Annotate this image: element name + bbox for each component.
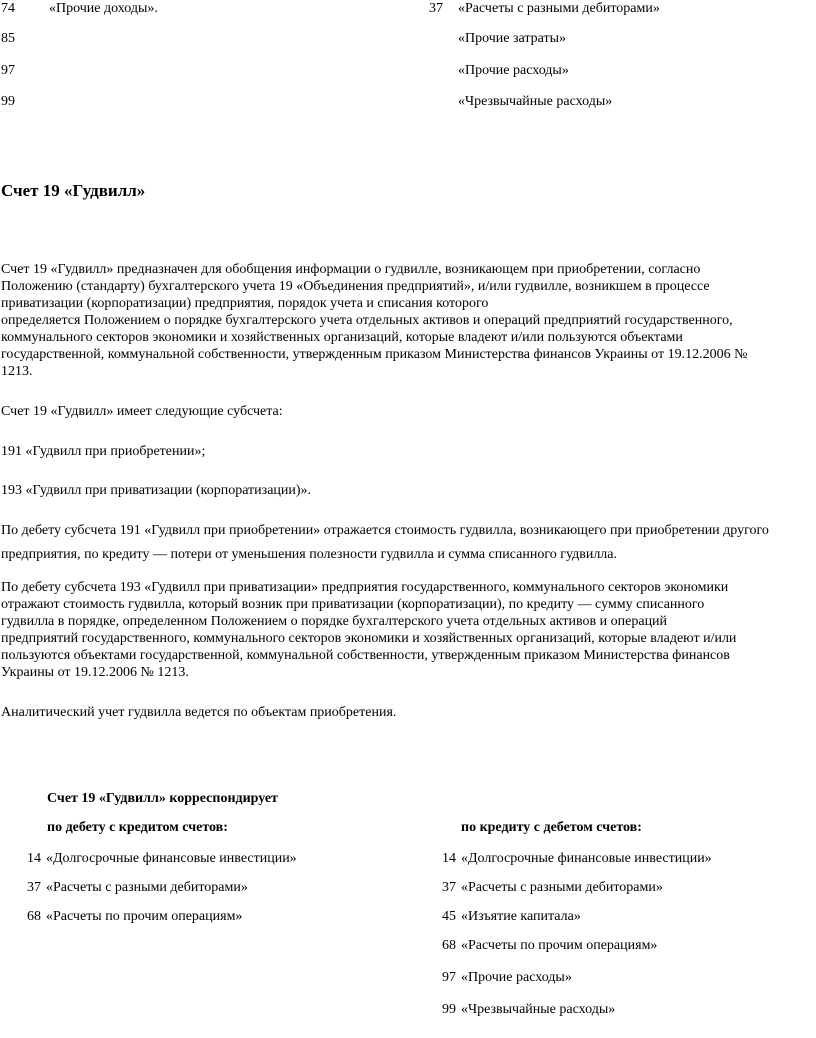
- subaccounts-heading: Счет 19 «Гудвилл» имеет следующие субсчета:: [1, 404, 283, 419]
- paragraph-193-line: предприятий государственного, коммунального секторов экономики и хозяйственных организаций, которые владеют и/или: [1, 631, 737, 646]
- debit-label: «Расчеты по прочим операциям»: [46, 909, 243, 924]
- credit-code: 68: [442, 938, 456, 953]
- intro-line: 1213.: [1, 364, 33, 379]
- paragraph-191: [1, 519, 813, 567]
- paragraph-193-line: отражают стоимость гудвилла, который возник при приватизации (корпоратизации), по кредиту — сумму списанного: [1, 597, 705, 612]
- debit-label: «Долгосрочные финансовые инвестиции»: [46, 851, 297, 866]
- paragraph-193-line: Украины от 19.12.2006 № 1213.: [1, 665, 189, 680]
- table-row-label-right: «Прочие расходы»: [458, 63, 569, 78]
- intro-line: приватизации (корпоратизации) предприятия, порядок учета и списания которого: [1, 296, 489, 311]
- credit-label: «Расчеты по прочим операциям»: [461, 938, 658, 953]
- subaccount-191: 191 «Гудвилл при приобретении»;: [1, 444, 206, 459]
- credit-code: 97: [442, 970, 456, 985]
- debit-label: «Расчеты с разными дебиторами»: [46, 880, 248, 895]
- debit-code: 37: [27, 880, 41, 895]
- subaccount-193: 193 «Гудвилл при приватизации (корпоратизации)».: [1, 483, 312, 498]
- paragraph-193-line: По дебету субсчета 193 «Гудвилл при приватизации» предприятия государственного, коммунального секторов экономики: [1, 580, 729, 595]
- table-row-label-left: «Прочие доходы».: [49, 1, 158, 16]
- table-row-code-left: 85: [1, 31, 15, 46]
- credit-code: 14: [442, 851, 456, 866]
- credit-code: 45: [442, 909, 456, 924]
- table-row-label-right: «Прочие затраты»: [458, 31, 567, 46]
- credit-label: «Прочие расходы»: [461, 970, 572, 985]
- intro-line: определяется Положением о порядке бухгалтерского учета отдельных активов и операций предприятий государственного,: [1, 313, 733, 328]
- table-row-label-right: «Чрезвычайные расходы»: [458, 94, 613, 109]
- intro-paragraph: [1, 261, 813, 380]
- table-row-label-right: «Расчеты с разными дебиторами»: [458, 1, 660, 16]
- intro-line: коммунального секторов экономики и хозяйственных организаций, которые владеют и/или пользуются объектами: [1, 330, 683, 345]
- paragraph-191-line: предприятия, по кредиту — потери от уменьшения полезности гудвилла и сумма списанного гудвилла.: [1, 547, 618, 562]
- correspondence-heading: Счет 19 «Гудвилл» корреспондирует: [47, 791, 278, 806]
- paragraph-193-line: пользуются объектами государственной, коммунальной собственности, утвержденным приказом Министерства финансов: [1, 648, 730, 663]
- credit-label: «Долгосрочные финансовые инвестиции»: [461, 851, 712, 866]
- credit-label: «Расчеты с разными дебиторами»: [461, 880, 663, 895]
- analytic-note: Аналитический учет гудвилла ведется по объектам приобретения.: [1, 705, 397, 720]
- intro-line: государственной, коммунальной собственности, утвержденным приказом Министерства финансов Украины от 19.12.2006 №: [1, 347, 748, 362]
- debit-heading: по дебету с кредитом счетов:: [47, 820, 228, 835]
- table-row-code-left: 97: [1, 63, 15, 78]
- table-row-code-left: 74: [1, 1, 15, 16]
- paragraph-191-line: По дебету субсчета 191 «Гудвилл при приобретении» отражается стоимость гудвилла, возникающего при приобретении другого: [1, 523, 769, 538]
- paragraph-193: [1, 579, 813, 681]
- intro-line: Положению (стандарту) бухгалтерского учета 19 «Объединения предприятий», и/или гудвилле, возникшем в процессе: [1, 279, 710, 294]
- credit-label: «Чрезвычайные расходы»: [461, 1002, 616, 1017]
- credit-code: 37: [442, 880, 456, 895]
- debit-code: 14: [27, 851, 41, 866]
- credit-code: 99: [442, 1002, 456, 1017]
- credit-heading: по кредиту с дебетом счетов:: [461, 820, 642, 835]
- paragraph-193-line: гудвилла в порядке, определенном Положением о порядке бухгалтерского учета отдельных активов и операций: [1, 614, 668, 629]
- debit-code: 68: [27, 909, 41, 924]
- section-title: Счет 19 «Гудвилл»: [1, 181, 146, 200]
- credit-label: «Изъятие капитала»: [461, 909, 581, 924]
- table-row-code-left: 99: [1, 94, 15, 109]
- table-row-code-right: 37: [429, 1, 443, 16]
- intro-line: Счет 19 «Гудвилл» предназначен для обобщения информации о гудвилле, возникающем при приобретении, согласно: [1, 262, 701, 277]
